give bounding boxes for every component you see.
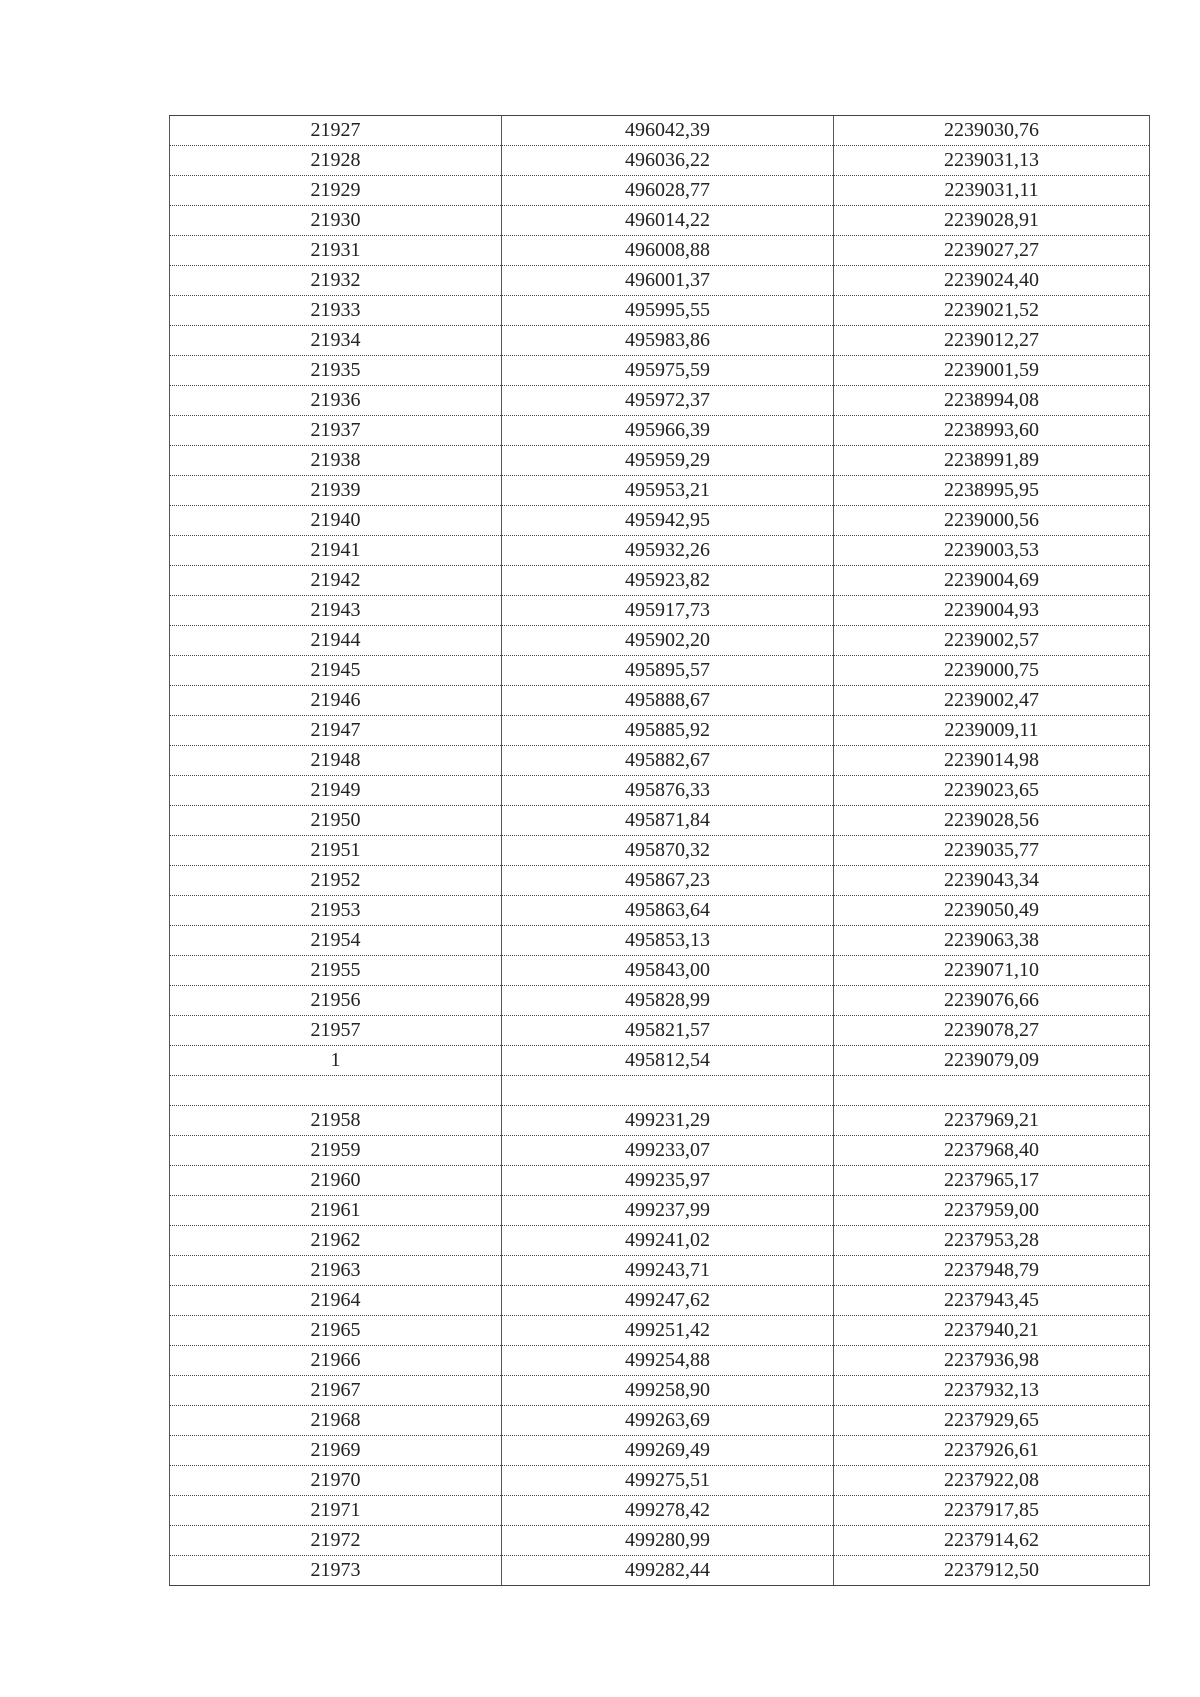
- table-row: [170, 1436, 1150, 1466]
- x-coordinate-cell: 499231,29: [502, 1106, 834, 1136]
- point-number-cell: 21970: [170, 1466, 502, 1496]
- point-number-cell: 21967: [170, 1376, 502, 1406]
- y-coordinate-cell: 2239009,11: [834, 716, 1150, 746]
- y-coordinate-cell: 2239002,57: [834, 626, 1150, 656]
- table-row: [170, 1286, 1150, 1316]
- point-number-cell: 21966: [170, 1346, 502, 1376]
- point-number-cell: 21953: [170, 896, 502, 926]
- y-coordinate-cell: 2239035,77: [834, 836, 1150, 866]
- point-number-cell: 21964: [170, 1286, 502, 1316]
- x-coordinate-cell: 495843,00: [502, 956, 834, 986]
- table-row: [170, 386, 1150, 416]
- table-row: [170, 476, 1150, 506]
- y-coordinate-cell: 2239076,66: [834, 986, 1150, 1016]
- table-row: [170, 116, 1150, 146]
- x-coordinate-cell: 499278,42: [502, 1496, 834, 1526]
- point-number-cell: 21935: [170, 356, 502, 386]
- table-row: [170, 1076, 1150, 1106]
- point-number-cell: 21929: [170, 176, 502, 206]
- point-number-cell: 21938: [170, 446, 502, 476]
- point-number-cell: 21930: [170, 206, 502, 236]
- point-number-cell: 21971: [170, 1496, 502, 1526]
- x-coordinate-cell: 495966,39: [502, 416, 834, 446]
- y-coordinate-cell: 2239079,09: [834, 1046, 1150, 1076]
- x-coordinate-cell: 495863,64: [502, 896, 834, 926]
- point-number-cell: 21965: [170, 1316, 502, 1346]
- y-coordinate-cell: 2238994,08: [834, 386, 1150, 416]
- x-coordinate-cell: 495882,67: [502, 746, 834, 776]
- y-coordinate-cell: 2237968,40: [834, 1136, 1150, 1166]
- x-coordinate-cell: 499235,97: [502, 1166, 834, 1196]
- y-coordinate-cell: 2237965,17: [834, 1166, 1150, 1196]
- point-number-cell: 21933: [170, 296, 502, 326]
- y-coordinate-cell: 2237959,00: [834, 1196, 1150, 1226]
- table-row: [170, 566, 1150, 596]
- x-coordinate-cell: 495932,26: [502, 536, 834, 566]
- table-row: [170, 236, 1150, 266]
- table-row: [170, 1556, 1150, 1586]
- x-coordinate-cell: 495975,59: [502, 356, 834, 386]
- table-row: [170, 626, 1150, 656]
- x-coordinate-cell: 495876,33: [502, 776, 834, 806]
- table-row: [170, 416, 1150, 446]
- y-coordinate-cell: 2237912,50: [834, 1556, 1150, 1586]
- x-coordinate-cell: 495867,23: [502, 866, 834, 896]
- point-number-cell: 21942: [170, 566, 502, 596]
- x-coordinate-cell: 495888,67: [502, 686, 834, 716]
- table-row: [170, 1106, 1150, 1136]
- x-coordinate-cell: 495870,32: [502, 836, 834, 866]
- table-row: [170, 356, 1150, 386]
- point-number-cell: 21950: [170, 806, 502, 836]
- point-number-cell: 21948: [170, 746, 502, 776]
- x-coordinate-cell: 496028,77: [502, 176, 834, 206]
- y-coordinate-cell: 2237953,28: [834, 1226, 1150, 1256]
- y-coordinate-cell: 2239012,27: [834, 326, 1150, 356]
- x-coordinate-cell: 499237,99: [502, 1196, 834, 1226]
- y-coordinate-cell: 2239031,13: [834, 146, 1150, 176]
- point-number-cell: 21958: [170, 1106, 502, 1136]
- y-coordinate-cell: 2239021,52: [834, 296, 1150, 326]
- table-row: [170, 1346, 1150, 1376]
- table-row: [170, 866, 1150, 896]
- x-coordinate-cell: 495828,99: [502, 986, 834, 1016]
- y-coordinate-cell: 2237932,13: [834, 1376, 1150, 1406]
- x-coordinate-cell: 495821,57: [502, 1016, 834, 1046]
- x-coordinate-cell: 495895,57: [502, 656, 834, 686]
- y-coordinate-cell: 2239000,75: [834, 656, 1150, 686]
- y-coordinate-cell: 2239002,47: [834, 686, 1150, 716]
- table-row: [170, 776, 1150, 806]
- point-number-cell: 21962: [170, 1226, 502, 1256]
- table-row: [170, 656, 1150, 686]
- point-number-cell: 21957: [170, 1016, 502, 1046]
- table-row: [170, 536, 1150, 566]
- point-number-cell: 21952: [170, 866, 502, 896]
- table-row: [170, 746, 1150, 776]
- x-coordinate-cell: 495885,92: [502, 716, 834, 746]
- x-coordinate-cell: 495983,86: [502, 326, 834, 356]
- x-coordinate-cell: 495953,21: [502, 476, 834, 506]
- table-row: [170, 806, 1150, 836]
- x-coordinate-cell: 496001,37: [502, 266, 834, 296]
- table-row: [170, 1466, 1150, 1496]
- point-number-cell: 21934: [170, 326, 502, 356]
- table-row: [170, 1196, 1150, 1226]
- x-coordinate-cell: 495902,20: [502, 626, 834, 656]
- table-row: [170, 446, 1150, 476]
- table-row: [170, 926, 1150, 956]
- point-number-cell: 21943: [170, 596, 502, 626]
- y-coordinate-cell: 2237922,08: [834, 1466, 1150, 1496]
- x-coordinate-cell: 495871,84: [502, 806, 834, 836]
- point-number-cell: 21927: [170, 116, 502, 146]
- table-row: [170, 836, 1150, 866]
- y-coordinate-cell: 2237940,21: [834, 1316, 1150, 1346]
- table-row: [170, 686, 1150, 716]
- coordinates-table: [169, 115, 1150, 1586]
- table-row: [170, 1046, 1150, 1076]
- point-number-cell: 1: [170, 1046, 502, 1076]
- y-coordinate-cell: 2239030,76: [834, 116, 1150, 146]
- point-number-cell: 21968: [170, 1406, 502, 1436]
- table-row: [170, 956, 1150, 986]
- x-coordinate-cell: 499258,90: [502, 1376, 834, 1406]
- y-coordinate-cell: 2237917,85: [834, 1496, 1150, 1526]
- x-coordinate-cell: 495853,13: [502, 926, 834, 956]
- table-row: [170, 1406, 1150, 1436]
- x-coordinate-cell: 495995,55: [502, 296, 834, 326]
- point-number-cell: 21972: [170, 1526, 502, 1556]
- y-coordinate-cell: 2238995,95: [834, 476, 1150, 506]
- y-coordinate-cell: 2239003,53: [834, 536, 1150, 566]
- table-row: [170, 596, 1150, 626]
- table-row: [170, 1316, 1150, 1346]
- x-coordinate-cell: 495959,29: [502, 446, 834, 476]
- y-coordinate-cell: 2239004,93: [834, 596, 1150, 626]
- y-coordinate-cell: 2239001,59: [834, 356, 1150, 386]
- y-coordinate-cell: 2239004,69: [834, 566, 1150, 596]
- point-number-cell: 21946: [170, 686, 502, 716]
- point-number-cell: 21940: [170, 506, 502, 536]
- table-row: [170, 896, 1150, 926]
- y-coordinate-cell: 2239031,11: [834, 176, 1150, 206]
- y-coordinate-cell: 2239027,27: [834, 236, 1150, 266]
- point-number-cell: 21961: [170, 1196, 502, 1226]
- point-number-cell: 21949: [170, 776, 502, 806]
- table-row: [170, 1256, 1150, 1286]
- table-row: [170, 1496, 1150, 1526]
- y-coordinate-cell: 2239028,91: [834, 206, 1150, 236]
- point-number-cell: 21932: [170, 266, 502, 296]
- x-coordinate-cell: 495972,37: [502, 386, 834, 416]
- point-number-cell: 21959: [170, 1136, 502, 1166]
- y-coordinate-cell: 2239043,34: [834, 866, 1150, 896]
- y-coordinate-cell: 2238993,60: [834, 416, 1150, 446]
- point-number-cell: 21954: [170, 926, 502, 956]
- point-number-cell: 21973: [170, 1556, 502, 1586]
- point-number-cell: 21963: [170, 1256, 502, 1286]
- y-coordinate-cell: 2237969,21: [834, 1106, 1150, 1136]
- x-coordinate-cell: 496036,22: [502, 146, 834, 176]
- table-row: [170, 266, 1150, 296]
- point-number-cell: 21944: [170, 626, 502, 656]
- x-coordinate-cell: 499247,62: [502, 1286, 834, 1316]
- y-coordinate-cell: 2239023,65: [834, 776, 1150, 806]
- y-coordinate-cell: 2239014,98: [834, 746, 1150, 776]
- x-coordinate-cell: 496042,39: [502, 116, 834, 146]
- point-number-cell: 21947: [170, 716, 502, 746]
- table-row: [170, 326, 1150, 356]
- y-coordinate-cell: 2237929,65: [834, 1406, 1150, 1436]
- y-coordinate-cell: 2237914,62: [834, 1526, 1150, 1556]
- table-row: [170, 206, 1150, 236]
- table-row: [170, 146, 1150, 176]
- point-number-cell: 21928: [170, 146, 502, 176]
- point-number-cell: 21939: [170, 476, 502, 506]
- point-number-cell: 21956: [170, 986, 502, 1016]
- y-coordinate-cell: 2239024,40: [834, 266, 1150, 296]
- table-row: [170, 1376, 1150, 1406]
- table-row: [170, 176, 1150, 206]
- table-row: [170, 506, 1150, 536]
- y-coordinate-cell: 2237943,45: [834, 1286, 1150, 1316]
- x-coordinate-cell: 499280,99: [502, 1526, 834, 1556]
- x-coordinate-cell: 496008,88: [502, 236, 834, 266]
- x-coordinate-cell: 495942,95: [502, 506, 834, 536]
- x-coordinate-cell: 499241,02: [502, 1226, 834, 1256]
- x-coordinate-cell: 496014,22: [502, 206, 834, 236]
- x-coordinate-cell: 499233,07: [502, 1136, 834, 1166]
- table-row: [170, 1526, 1150, 1556]
- y-coordinate-cell: 2239071,10: [834, 956, 1150, 986]
- point-number-cell: 21937: [170, 416, 502, 446]
- point-number-cell: 21945: [170, 656, 502, 686]
- table-row: [170, 1136, 1150, 1166]
- x-coordinate-cell: 499269,49: [502, 1436, 834, 1466]
- x-coordinate-cell: 499251,42: [502, 1316, 834, 1346]
- point-number-cell: 21955: [170, 956, 502, 986]
- point-number-cell: 21936: [170, 386, 502, 416]
- y-coordinate-cell: 2237936,98: [834, 1346, 1150, 1376]
- x-coordinate-cell: 495917,73: [502, 596, 834, 626]
- y-coordinate-cell: 2239078,27: [834, 1016, 1150, 1046]
- x-coordinate-cell: 499243,71: [502, 1256, 834, 1286]
- x-coordinate-cell: [502, 1076, 834, 1106]
- x-coordinate-cell: 499254,88: [502, 1346, 834, 1376]
- point-number-cell: 21960: [170, 1166, 502, 1196]
- point-number-cell: 21951: [170, 836, 502, 866]
- x-coordinate-cell: 495923,82: [502, 566, 834, 596]
- y-coordinate-cell: 2237948,79: [834, 1256, 1150, 1286]
- x-coordinate-cell: 499282,44: [502, 1556, 834, 1586]
- coordinates-table-body: [170, 116, 1150, 1586]
- x-coordinate-cell: 499275,51: [502, 1466, 834, 1496]
- table-row: [170, 716, 1150, 746]
- y-coordinate-cell: 2238991,89: [834, 446, 1150, 476]
- y-coordinate-cell: 2237926,61: [834, 1436, 1150, 1466]
- y-coordinate-cell: [834, 1076, 1150, 1106]
- table-row: [170, 986, 1150, 1016]
- table-row: [170, 296, 1150, 326]
- y-coordinate-cell: 2239000,56: [834, 506, 1150, 536]
- y-coordinate-cell: 2239063,38: [834, 926, 1150, 956]
- point-number-cell: 21941: [170, 536, 502, 566]
- table-row: [170, 1016, 1150, 1046]
- y-coordinate-cell: 2239050,49: [834, 896, 1150, 926]
- x-coordinate-cell: 499263,69: [502, 1406, 834, 1436]
- table-row: [170, 1166, 1150, 1196]
- table-row: [170, 1226, 1150, 1256]
- point-number-cell: [170, 1076, 502, 1106]
- point-number-cell: 21931: [170, 236, 502, 266]
- point-number-cell: 21969: [170, 1436, 502, 1466]
- y-coordinate-cell: 2239028,56: [834, 806, 1150, 836]
- x-coordinate-cell: 495812,54: [502, 1046, 834, 1076]
